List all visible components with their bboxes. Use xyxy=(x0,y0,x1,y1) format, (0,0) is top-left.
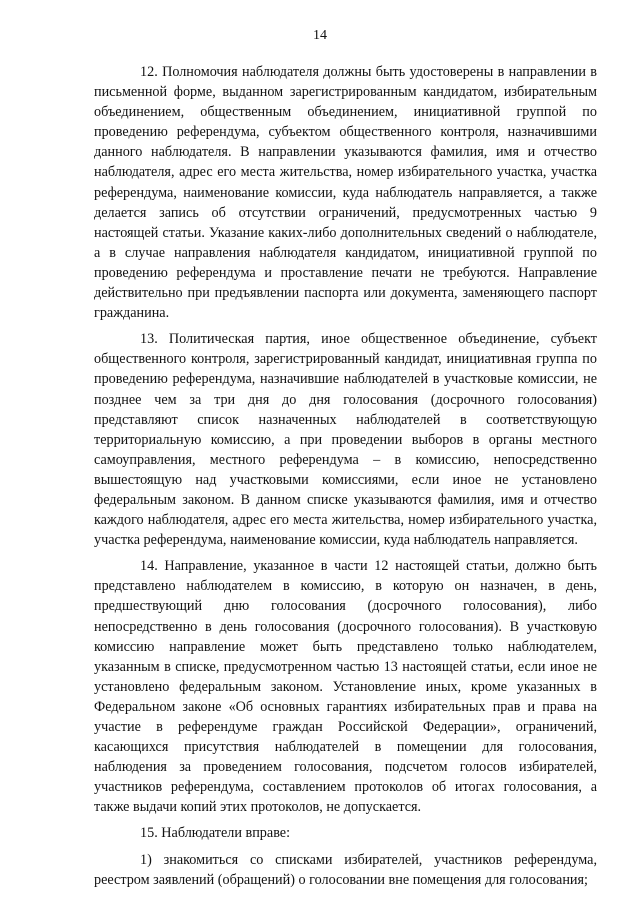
paragraph-part-15: 15. Наблюдатели вправе: xyxy=(140,825,291,842)
paragraph-part-12: 12. Полномочия наблюдателя должны быть удостоверены в направлении в письменной форме, выданном зарегистрированным кандидатом, избирательным объединением, общественным объединением, инициативной группой по проведению референдума, субъектом общественного контроля, назначившими данного наблюдателя. В направлении указываются фамилия, имя и отчество наблюдателя, адрес его места жительства, номер избирательного участка, участка референдума, наименование комиссии, куда наблюдатель направляется, а также делается запись об отсутствии ограничений, предусмотренных частью 9 настоящей статьи. Указание каких-либо дополнительных сведений о наблюдателе, а в случае направления наблюдателя кандидатом, инициативной группой по проведению референдума и проставление печати не требуются. Направление действительно при предъявлении паспорта или документа, заменяющего паспорт гражданина. xyxy=(94,64,597,322)
document-body xyxy=(94,62,597,890)
paragraph-part-14: 14. Направление, указанное в части 12 настоящей статьи, должно быть представлено наблюдателем в комиссию, в которую он назначен, в день, предшествующий дню голосования (досрочного голосования), либо непосредственно в день голосования (досрочного голосования). В участковую комиссию направление может быть представлено только наблюдателем, указанным в списке, предусмотренном частью 13 настоящей статьи, если иное не установлено федеральным законом. Установление иных, кроме указанных в Федеральном законе «Об основных гарантиях избирательных прав и права на участие в референдуме граждан Российской Федерации», ограничений, касающихся присутствия наблюдателей в помещении для голосования, наблюдения за проведением голосования, подсчетом голосов избирателей, участников референдума, составлением протоколов об итогах голосования, а также выдачи копий этих протоколов, не допускается. xyxy=(94,558,597,816)
page-number: 14 xyxy=(313,28,327,43)
paragraph-item-1: 1) знакомиться со списками избирателей, участников референдума, реестром заявлений (обращений) о голосовании вне помещения для голосования; xyxy=(94,851,597,888)
paragraph-part-13: 13. Политическая партия, иное общественное объединение, субъект общественного контроля, зарегистрированный кандидат, инициативная группа по проведению референдума, назначившие наблюдателей в участковые комиссии, не позднее чем за три дня до дня голосования (досрочного голосования) представляют список назначенных наблюдателей в соответствующую территориальную комиссию, а при проведении выборов в органы местного самоуправления, местного референдума – в комиссию, непосредственно вышестоящую над участковыми комиссиями, если иное не установлено федеральным законом. В данном списке указываются фамилия, имя и отчество каждого наблюдателя, адрес его места жительства, номер избирательного участка, участка референдума, наименование комиссии, куда наблюдатель направляется. xyxy=(94,331,597,549)
